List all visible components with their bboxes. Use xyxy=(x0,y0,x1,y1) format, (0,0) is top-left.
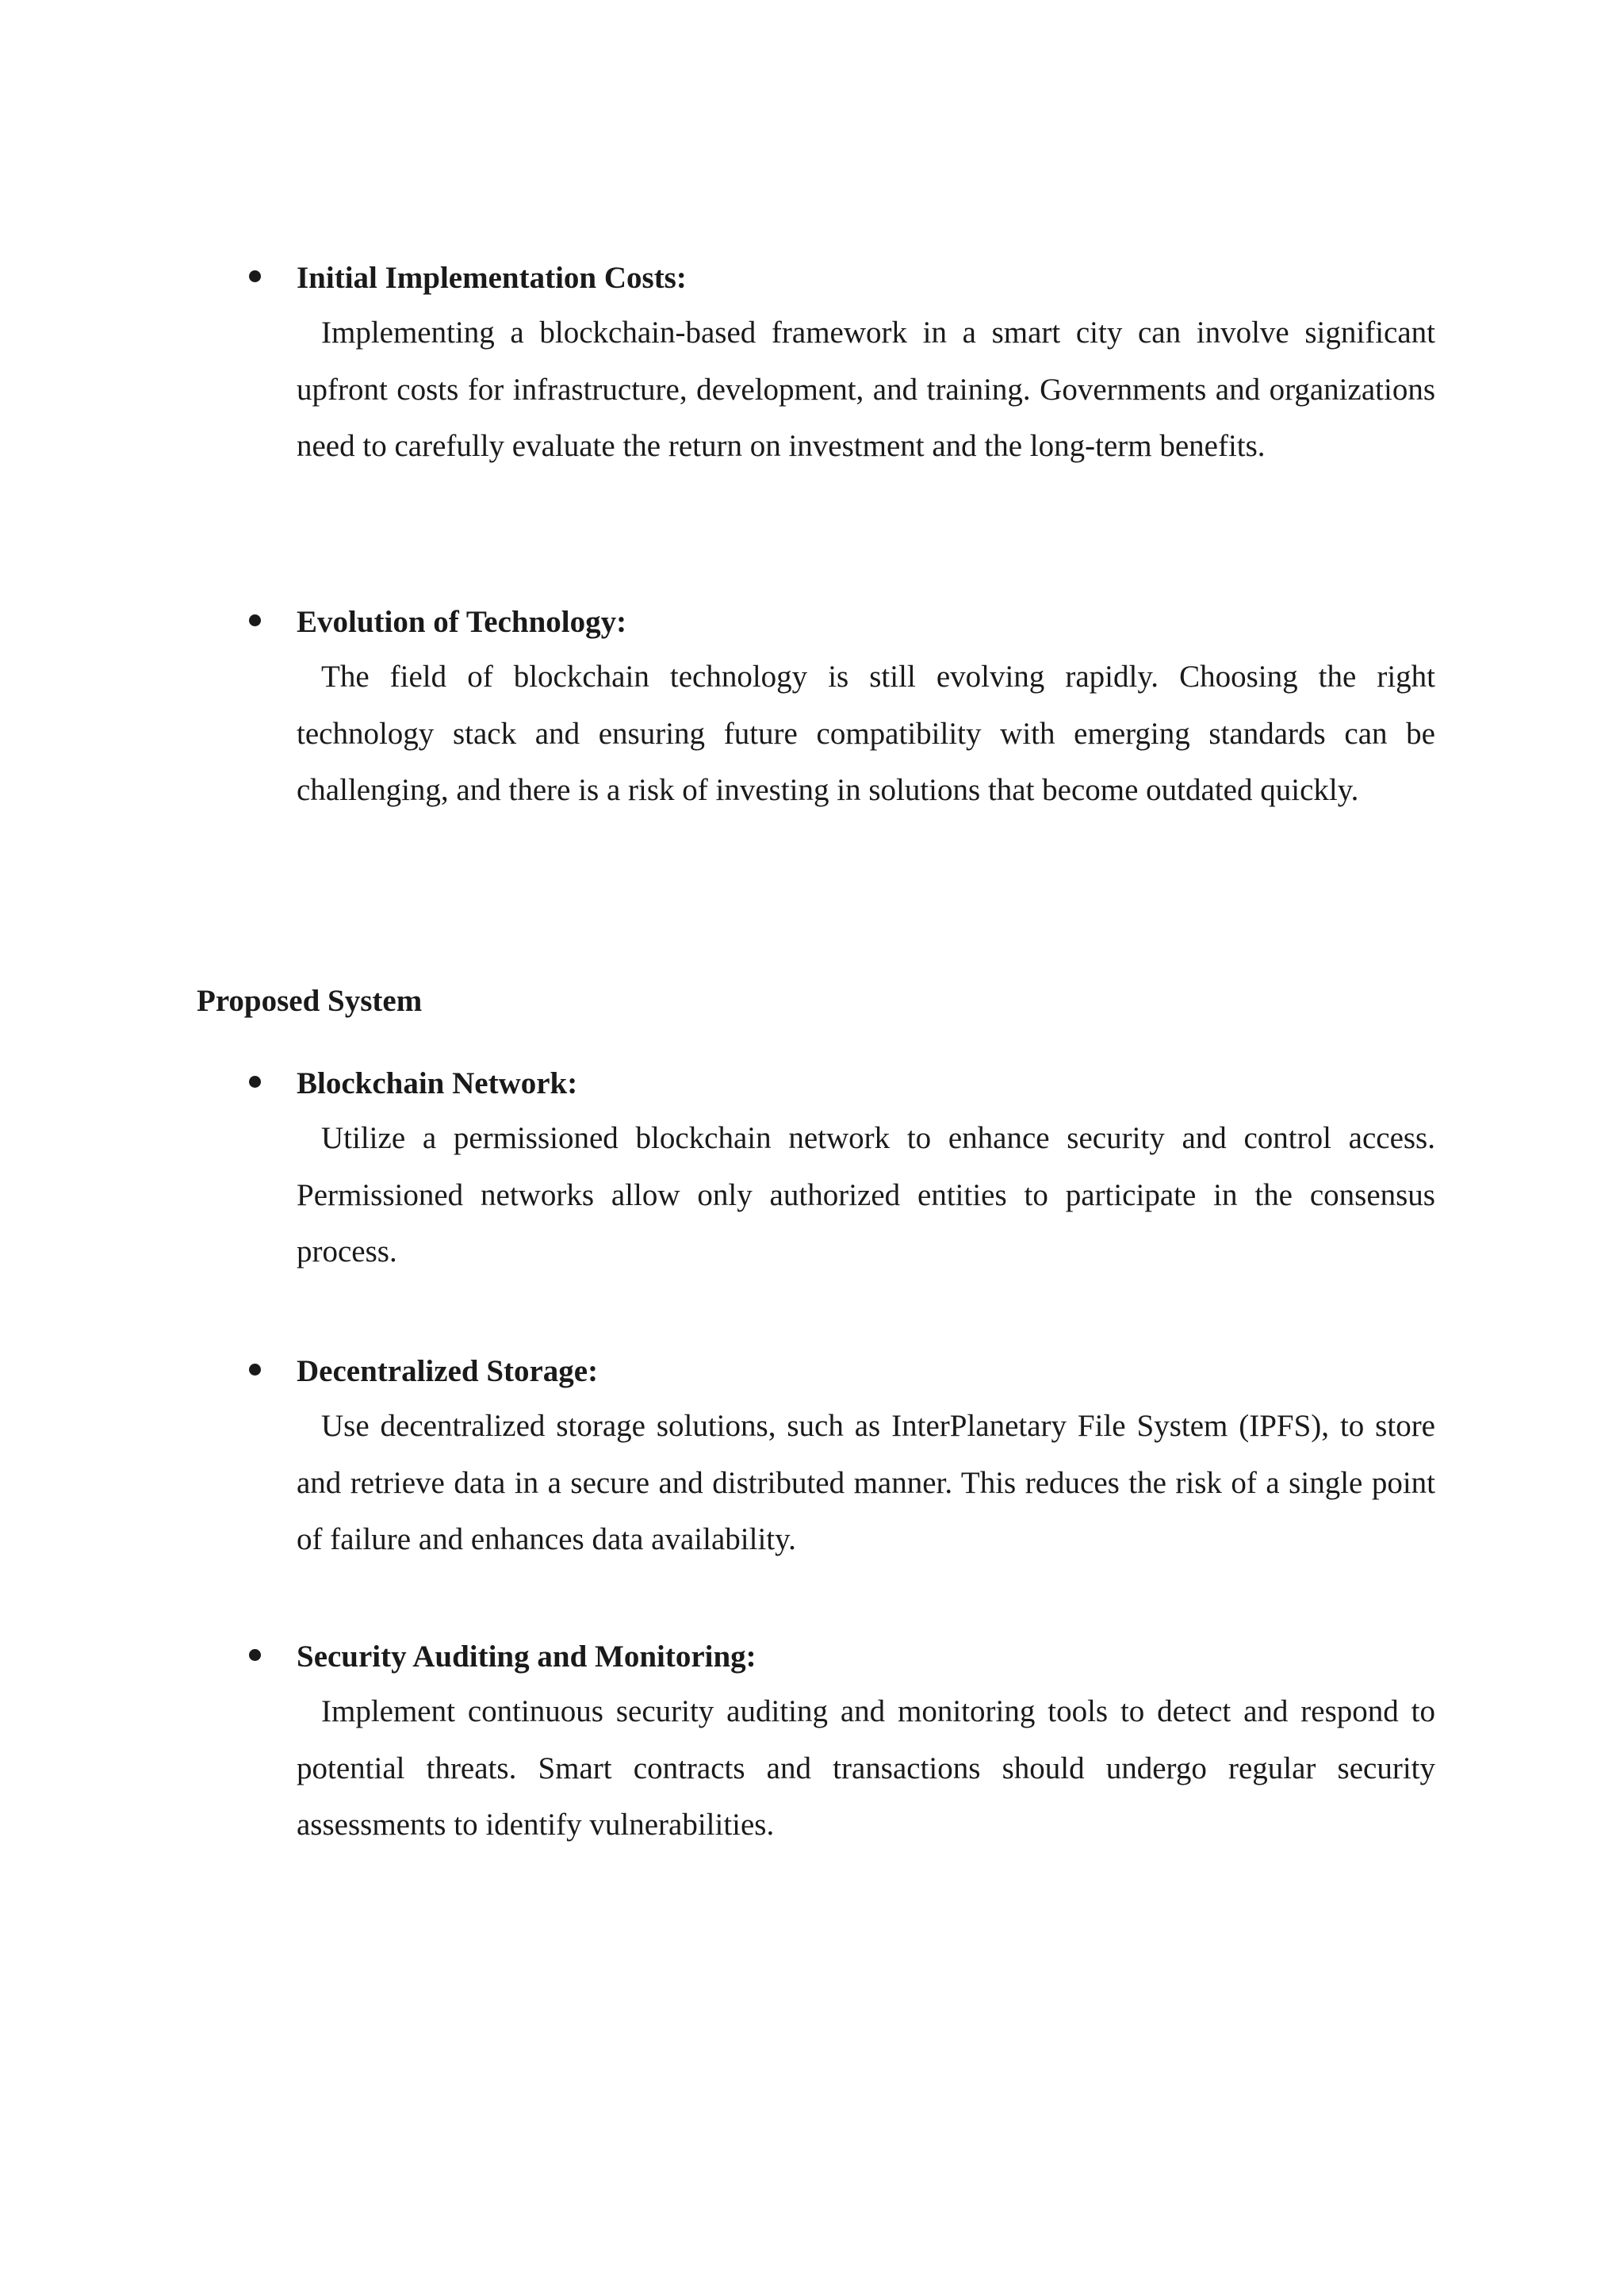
list-item-header xyxy=(238,596,1435,649)
bullet-icon xyxy=(249,270,261,282)
list-item-title: Security Auditing and Monitoring: xyxy=(297,1640,756,1674)
list-item-title: Blockchain Network: xyxy=(297,1066,578,1100)
bullet-icon xyxy=(249,1076,261,1088)
list-item-decentralized-storage xyxy=(238,1345,1435,1568)
list-item-body: Use decentralized storage solutions, such as InterPlanetary File System (IPFS), to store and retrieve data in a secure and distributed manner. This reduces the risk of a single point of failure and enhances data availability. xyxy=(297,1409,1435,1556)
list-item-body: Utilize a permissioned blockchain network to enhance security and control access. Permissioned networks allow only authorized entities to participate in the consensus process. xyxy=(297,1121,1435,1269)
list-item-body: The field of blockchain technology is still evolving rapidly. Choosing the right technology stack and ensuring future compatibility with emerging standards can be challenging, and there is a risk of investing in solutions that become outdated quickly. xyxy=(297,660,1435,807)
list-item-header xyxy=(238,1345,1435,1398)
list-item-evolution-of-technology xyxy=(238,596,1435,819)
list-item-blockchain-network xyxy=(238,1058,1435,1280)
section-heading: Proposed System xyxy=(197,984,423,1018)
list-item-security-auditing-and-monitoring xyxy=(238,1631,1435,1854)
list-item-header xyxy=(238,252,1435,304)
bullet-icon xyxy=(249,1649,261,1661)
list-item-title: Evolution of Technology: xyxy=(297,605,627,639)
bullet-icon xyxy=(249,614,261,626)
list-item-initial-implementation-costs xyxy=(238,252,1435,475)
list-item-body: Implement continuous security auditing and monitoring tools to detect and respond to potential threats. Smart contracts and transactions should undergo regular security assessments to identify vulnerabilities. xyxy=(297,1694,1435,1842)
bullet-icon xyxy=(249,1364,261,1376)
list-item-title: Initial Implementation Costs: xyxy=(297,261,687,295)
list-item-header xyxy=(238,1058,1435,1110)
list-item-body: Implementing a blockchain-based framework in a smart city can involve significant upfront costs for infrastructure, development, and training. Governments and organizations need to carefully evaluate the return on investment and the long-term benefits. xyxy=(297,316,1435,463)
list-item-header xyxy=(238,1631,1435,1683)
list-item-title: Decentralized Storage: xyxy=(297,1354,599,1388)
